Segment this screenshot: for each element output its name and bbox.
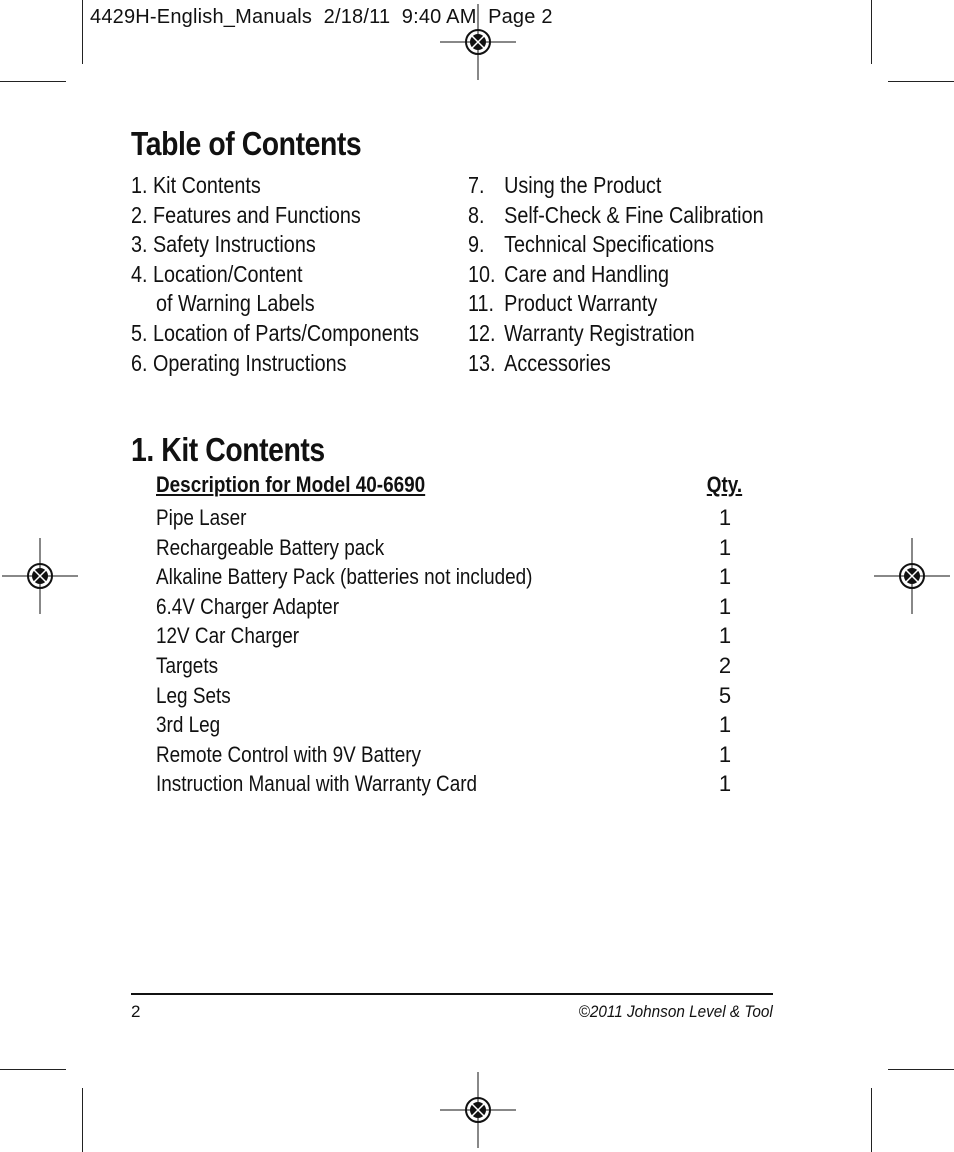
toc-entry-number: 10. (468, 260, 496, 287)
toc-entry-text: 3. Safety Instructions (131, 231, 316, 258)
toc-heading-text: Table of Contents (131, 125, 362, 162)
kit-item-name: Rechargeable Battery pack (156, 534, 385, 560)
kit-item-name: Pipe Laser (156, 505, 247, 530)
kit-item-qty: 1 (718, 771, 732, 797)
crop-mark (82, 1088, 83, 1152)
crop-mark (871, 1088, 872, 1152)
crop-mark (888, 81, 954, 82)
kit-item-qty: 1 (718, 534, 732, 560)
toc-entry (468, 201, 812, 231)
kit-item-row (156, 681, 746, 711)
toc-entry-number: 12. (468, 319, 496, 346)
kit-contents-heading (131, 431, 356, 469)
kit-item-row (156, 562, 746, 592)
kit-item-qty: 2 (718, 652, 732, 678)
kit-item-qty: 1 (718, 505, 732, 530)
kit-item-qty: 1 (718, 741, 732, 767)
crop-mark (0, 1069, 66, 1070)
kit-contents-heading-text: 1. Kit Contents (131, 431, 325, 468)
toc-right-column (468, 171, 812, 378)
crop-mark (888, 1069, 954, 1070)
page-number: 2 (131, 1002, 141, 1021)
registration-mark-icon (872, 536, 952, 616)
printer-slug-line: 4429H-English_Manuals 2/18/11 9:40 AM Page 2 (90, 6, 553, 28)
toc-entry (468, 171, 812, 201)
toc-entry-number: 13. (468, 349, 496, 376)
toc-heading (131, 125, 399, 163)
toc-left-column (131, 171, 466, 378)
copyright-notice: ©2011 Johnson Level & Tool (578, 1002, 773, 1021)
toc-entry-label: Self-Check & Fine Calibration (504, 201, 764, 228)
toc-entry-number: 9. (468, 231, 485, 258)
toc-entry-number: 11. (468, 290, 495, 317)
toc-entry-text: of Warning Labels (156, 290, 315, 317)
kit-item-name: Instruction Manual with Warranty Card (156, 771, 478, 797)
toc-entry-text: 4. Location/Content (131, 260, 303, 287)
registration-mark-icon (0, 536, 80, 616)
toc-entry-number: 7. (468, 172, 485, 198)
description-column-header: Description for Model 40-6690 (156, 472, 426, 497)
kit-item-row (156, 769, 746, 799)
kit-item-name: 6.4V Charger Adapter (156, 593, 340, 619)
toc-entry-text: 2. Features and Functions (131, 201, 361, 228)
crop-mark (82, 0, 83, 64)
toc-entry (131, 319, 466, 349)
kit-item-name: Leg Sets (156, 682, 231, 708)
registration-mark-icon (438, 2, 518, 82)
kit-item-row (156, 651, 746, 681)
toc-entry (131, 171, 466, 201)
registration-mark-icon (438, 1070, 518, 1150)
toc-entry-continuation (131, 289, 466, 319)
kit-item-row (156, 710, 746, 740)
toc-entry (131, 201, 466, 231)
kit-item-qty: 1 (718, 623, 732, 649)
toc-entry-label: Accessories (504, 349, 611, 376)
toc-entry (468, 349, 812, 379)
kit-item-qty: 5 (718, 682, 732, 708)
footer-rule (131, 993, 773, 995)
toc-entry-text: 6. Operating Instructions (131, 349, 347, 376)
toc-entry (468, 230, 812, 260)
kit-item-row (156, 740, 746, 770)
toc-entry-text: 5. Location of Parts/Components (131, 319, 420, 346)
crop-mark (0, 81, 66, 82)
toc-entry-label: Care and Handling (504, 260, 670, 287)
kit-item-name: Remote Control with 9V Battery (156, 741, 422, 767)
kit-item-row (156, 592, 746, 622)
kit-item-name: 3rd Leg (156, 712, 221, 738)
toc-entry-label: Warranty Registration (504, 319, 695, 346)
kit-item-row (156, 503, 746, 533)
toc-entry (131, 260, 466, 290)
crop-mark (871, 0, 872, 64)
toc-entry (468, 289, 812, 319)
toc-entry-label: Technical Specifications (504, 231, 715, 258)
kit-item-row (156, 533, 746, 563)
kit-item-name: Targets (156, 652, 219, 678)
kit-item-qty: 1 (718, 593, 732, 619)
toc-entry (468, 260, 812, 290)
toc-entry (131, 349, 466, 379)
kit-item-qty: 1 (718, 712, 732, 738)
kit-items-list (156, 503, 746, 799)
toc-entry-text: 1. Kit Contents (131, 172, 261, 198)
kit-item-qty: 1 (718, 564, 732, 590)
kit-table-header (156, 472, 742, 502)
quantity-column-header: Qty. (706, 472, 742, 497)
kit-item-name: 12V Car Charger (156, 623, 300, 649)
toc-entry-label: Using the Product (504, 172, 662, 198)
toc-entry-number: 8. (468, 201, 485, 228)
toc-entry (131, 230, 466, 260)
kit-item-name: Alkaline Battery Pack (batteries not included) (156, 564, 533, 590)
kit-item-row (156, 621, 746, 651)
toc-entry (468, 319, 812, 349)
toc-entry-label: Product Warranty (504, 290, 658, 317)
